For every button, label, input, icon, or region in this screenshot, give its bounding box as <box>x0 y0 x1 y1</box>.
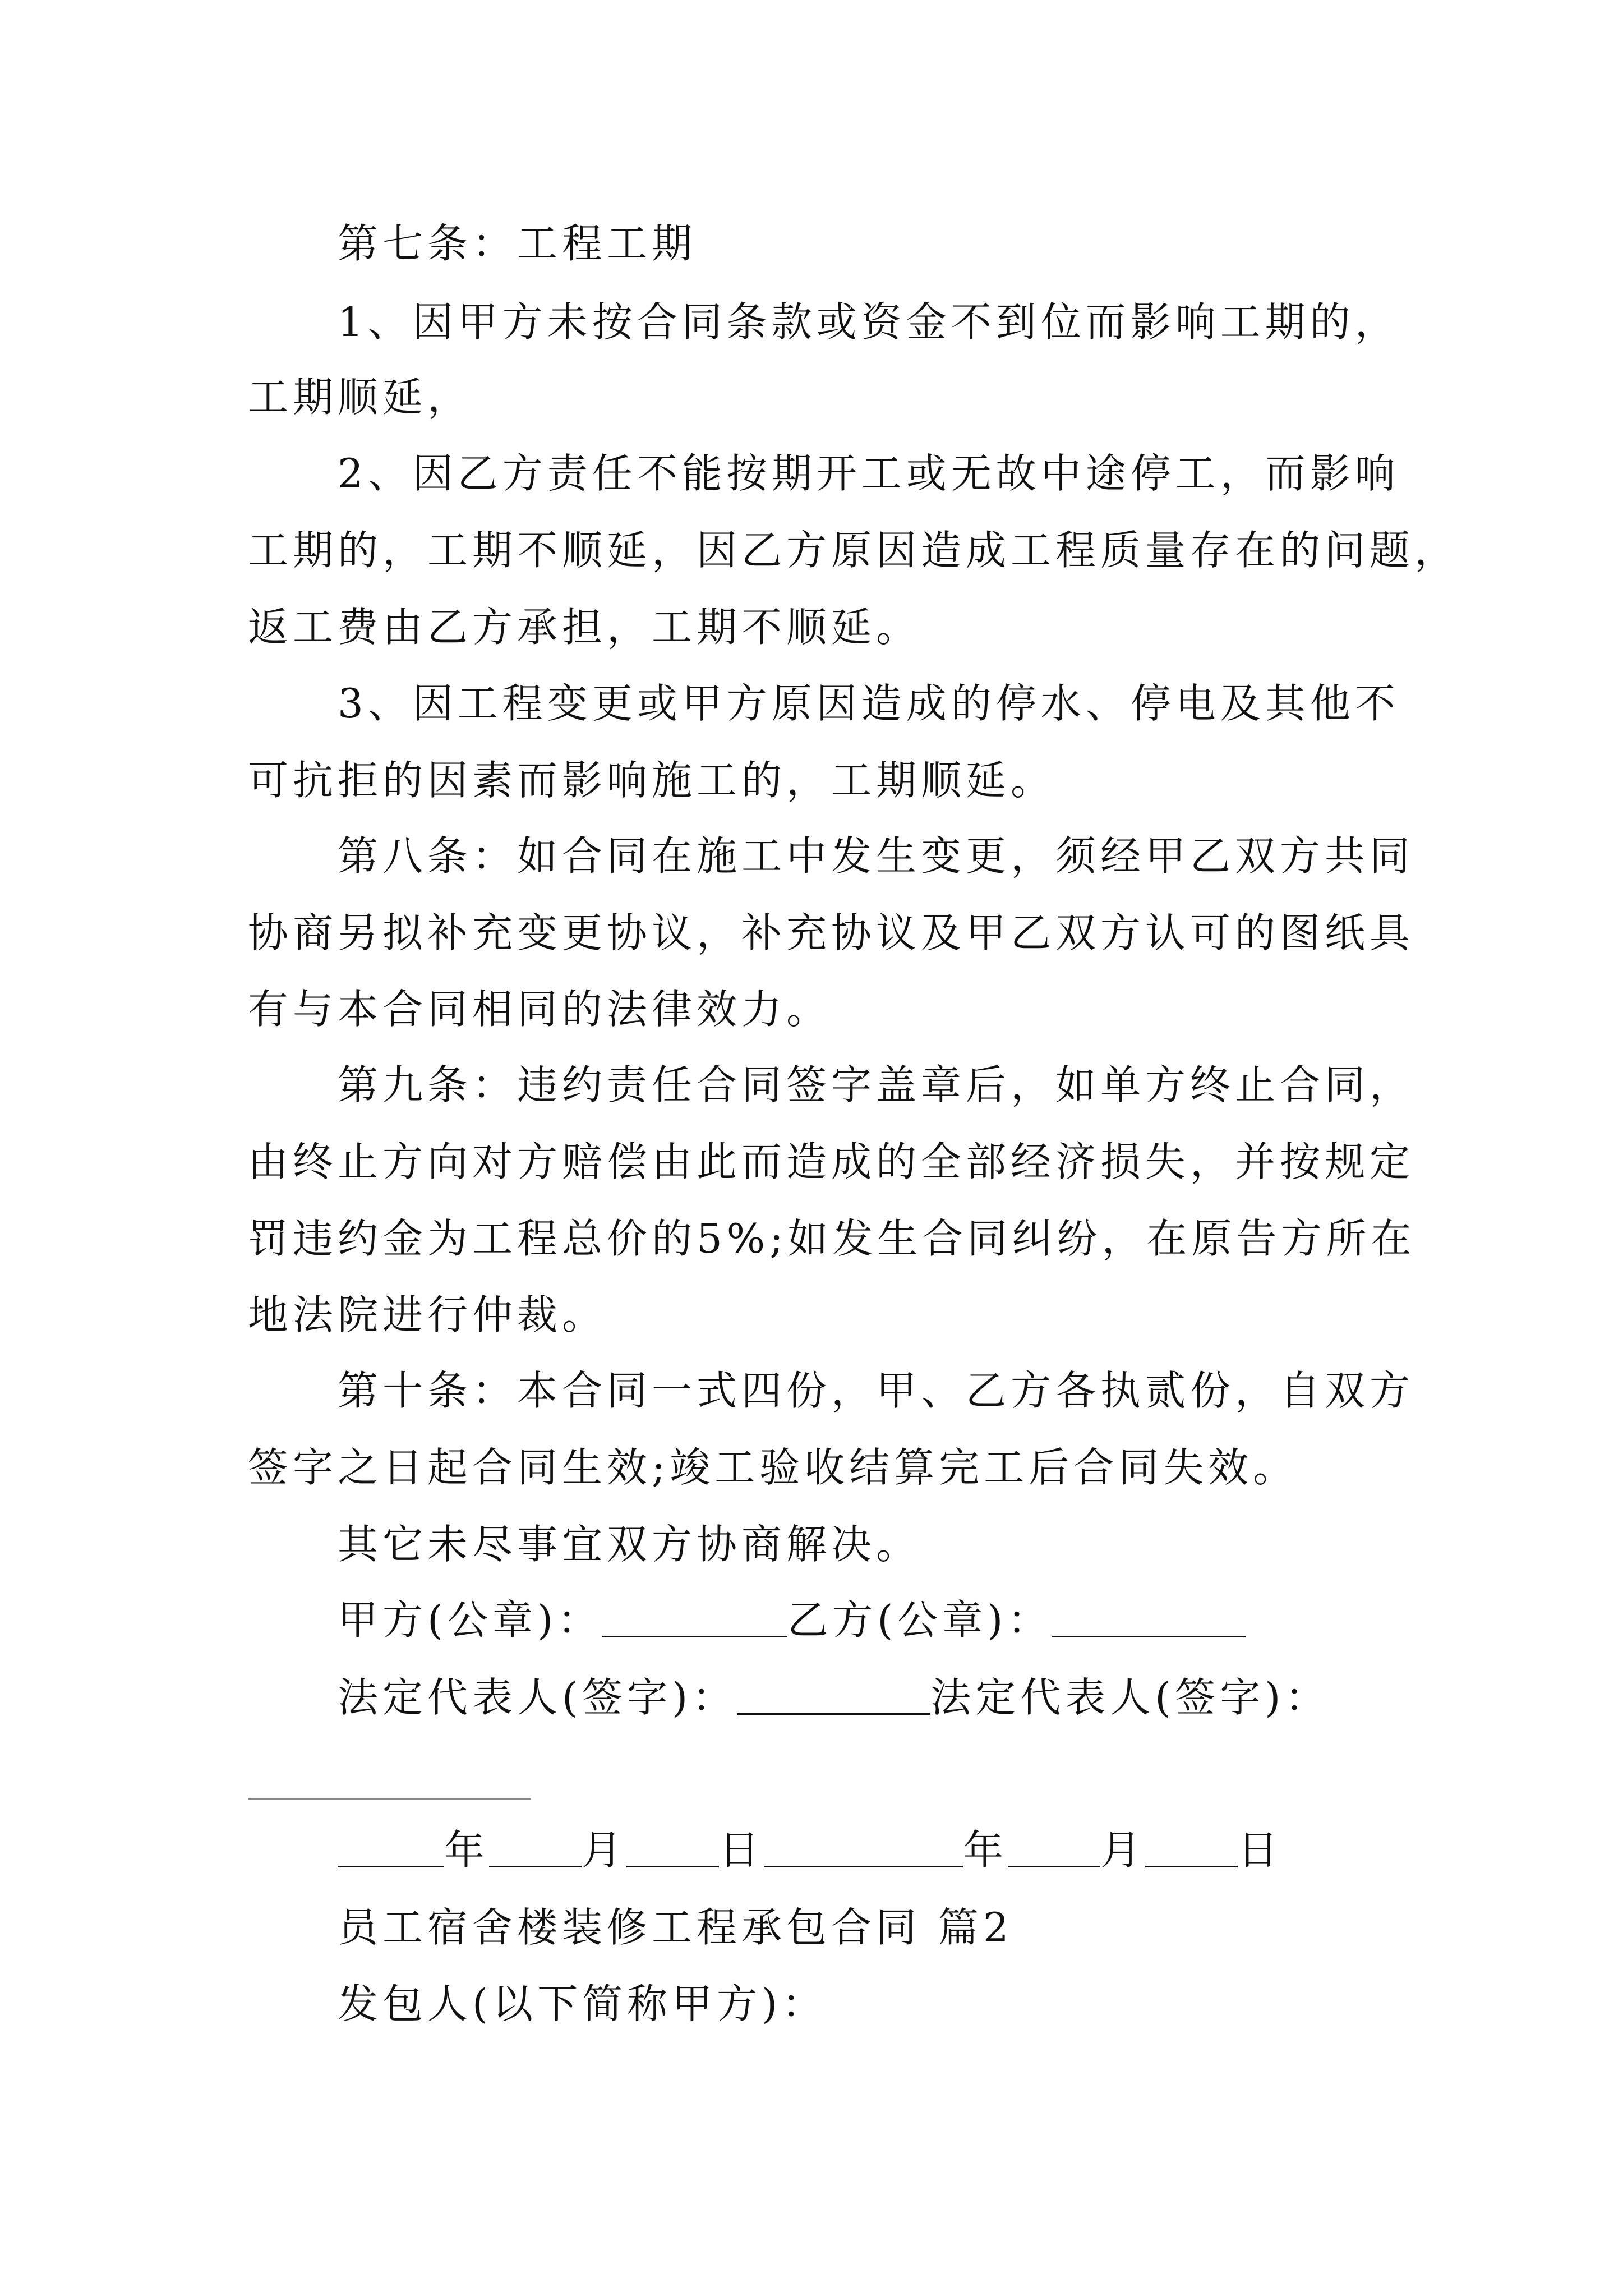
body-line: 可抗拒的因素而影响施工的，工期顺延。 <box>248 757 1056 804</box>
article-7-heading: 第七条：工程工期 <box>338 220 697 267</box>
day-a-label: 日 <box>719 1826 764 1874</box>
body-line: 协商另拟补充变更协议，补充协议及甲乙双方认可的图纸具 <box>248 909 1415 956</box>
day-b-blank <box>1145 1866 1238 1867</box>
section-title: 员工宿舍楼装修工程承包合同 篇2 <box>338 1904 1013 1951</box>
body-line: 其它未尽事宜双方协商解决。 <box>338 1521 921 1568</box>
month-a-blank <box>489 1866 582 1867</box>
article-8-line: 第八条：如合同在施工中发生变更，须经甲乙双方共同 <box>338 832 1415 880</box>
day-b-label: 日 <box>1238 1826 1283 1874</box>
body-line: 返工费由乙方承担，工期不顺延。 <box>248 604 921 651</box>
article-10-line: 第十条：本合同一式四份，甲、乙方各执贰份，自双方 <box>338 1367 1415 1414</box>
body-line: 有与本合同相同的法律效力。 <box>248 986 832 1033</box>
representative-row <box>338 1674 1330 1721</box>
month-a-label: 月 <box>582 1826 627 1874</box>
footnote-rule <box>248 1798 531 1800</box>
month-b-blank <box>1008 1866 1100 1867</box>
body-line: 工期的，工期不顺延，因乙方原因造成工程质量存在的问题， <box>248 527 1460 574</box>
year-a-blank <box>338 1866 444 1867</box>
body-line: 工期顺延， <box>248 374 473 421</box>
party-seal-row <box>338 1596 1246 1644</box>
rep-b-label: 法定代表人(签字)： <box>930 1674 1330 1721</box>
article-9-line: 第九条：违约责任合同签字盖章后，如单方终止合同， <box>338 1061 1415 1108</box>
year-b-label: 年 <box>963 1826 1008 1874</box>
party-b-seal-blank <box>1052 1636 1246 1637</box>
year-b-blank <box>764 1866 963 1867</box>
rep-a-label: 法定代表人(签字)： <box>338 1674 737 1721</box>
body-line: 3、因工程变更或甲方原因造成的停水、停电及其他不 <box>338 680 1400 727</box>
month-b-label: 月 <box>1100 1826 1146 1874</box>
employer-line: 发包人(以下简称甲方)： <box>338 1980 827 2027</box>
party-a-seal-blank <box>602 1636 787 1637</box>
body-line: 2、因乙方责任不能按期开工或无故中途停工，而影响 <box>338 450 1400 497</box>
year-a-label: 年 <box>444 1826 490 1874</box>
rep-a-blank <box>737 1713 930 1715</box>
body-line: 由终止方向对方赔偿由此而造成的全部经济损失，并按规定 <box>248 1138 1415 1185</box>
party-a-seal-label: 甲方(公章)： <box>338 1596 603 1644</box>
party-b-seal-label: 乙方(公章)： <box>787 1596 1053 1644</box>
day-a-blank <box>626 1866 719 1867</box>
body-line: 地法院进行仲裁。 <box>248 1291 607 1338</box>
date-row <box>338 1826 1283 1874</box>
body-line: 罚违约金为工程总价的5%;如发生合同纠纷，在原告方所在 <box>248 1215 1416 1262</box>
body-line: 1、因甲方未按合同条款或资金不到位而影响工期的， <box>338 298 1400 346</box>
body-line: 签字之日起合同生效;竣工验收结算完工后合同失效。 <box>248 1444 1298 1491</box>
